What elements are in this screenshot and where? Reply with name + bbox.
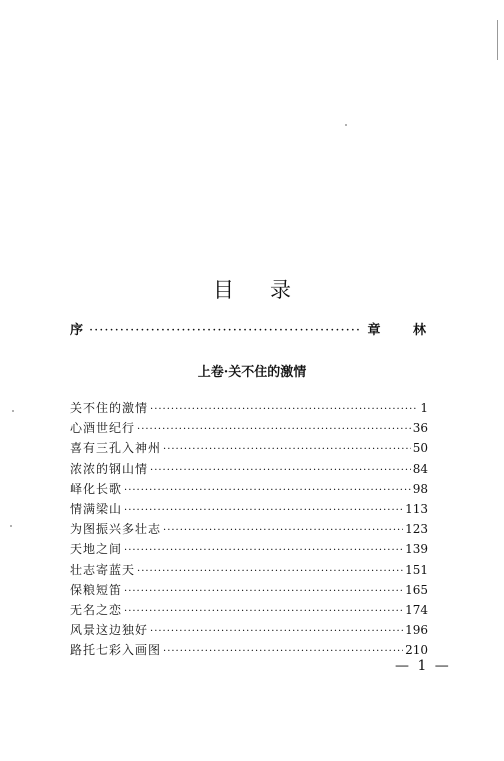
- toc-entry: [70, 641, 428, 661]
- entry-title: 风景这边独好: [70, 623, 149, 638]
- entry-title: 保粮短笛: [70, 582, 123, 597]
- toc-entry: [70, 621, 428, 641]
- entry-page: 174: [405, 602, 428, 617]
- dot-leader: [124, 485, 411, 496]
- entry-page: 50: [412, 441, 428, 456]
- entry-title: 为图振兴多壮志: [70, 522, 162, 537]
- entry-page: 84: [412, 461, 428, 476]
- toc-entry: [70, 520, 428, 540]
- dot-leader: [163, 525, 403, 536]
- toc-entry: [70, 480, 428, 500]
- entry-page: 113: [405, 501, 428, 516]
- entry-page: 151: [405, 562, 428, 577]
- entry-page: 123: [405, 522, 428, 537]
- entry-page: 1: [420, 401, 428, 415]
- scan-speck: [12, 410, 14, 412]
- dot-leader: [150, 404, 416, 415]
- entry-title: 浓浓的钢山情: [70, 461, 149, 476]
- entry-title: 峄化长歌: [70, 481, 123, 496]
- preface-entry: [70, 319, 440, 338]
- toc-entry: [70, 540, 428, 560]
- entry-page: 139: [405, 542, 428, 557]
- toc-entry: [70, 500, 428, 520]
- entry-title: 关不住的激情: [70, 401, 149, 415]
- page-title: 目录: [213, 278, 327, 302]
- dot-leader: [124, 606, 403, 617]
- toc-entry: [70, 439, 428, 459]
- entry-page: 165: [405, 582, 428, 597]
- page-number: — 1 —: [395, 658, 451, 674]
- toc-entry: [70, 419, 428, 439]
- entry-title: 情满梁山: [70, 501, 123, 516]
- scan-speck: [345, 124, 347, 126]
- toc-entry: [70, 601, 428, 621]
- entry-title: 无名之恋: [70, 602, 123, 617]
- entry-title: 壮志寄蓝天: [70, 562, 136, 577]
- entry-title: 路托七彩入画图: [70, 643, 162, 658]
- scan-speck: [497, 20, 498, 60]
- entry-title: 天地之间: [70, 542, 123, 557]
- dot-leader: [137, 424, 411, 435]
- toc-entry: [70, 561, 428, 581]
- toc-list: [70, 399, 428, 661]
- dot-leader: [150, 626, 403, 637]
- entry-page: 196: [405, 623, 428, 638]
- dot-leader: [163, 444, 411, 455]
- entry-title: 心酒世纪行: [70, 421, 136, 436]
- preface-author: 章 林: [367, 323, 440, 338]
- dot-leader: [124, 505, 403, 516]
- toc-entry: [70, 460, 428, 480]
- dot-leader: [137, 566, 403, 577]
- entry-page: 210: [405, 643, 428, 658]
- scan-speck: [10, 525, 12, 527]
- dot-leader: [89, 323, 361, 338]
- dot-leader: [124, 545, 403, 556]
- dot-leader: [163, 646, 403, 657]
- entry-page: 36: [412, 421, 428, 436]
- dot-leader: [124, 586, 403, 597]
- preface-label: 序: [70, 323, 84, 338]
- section-heading: 上卷·关不住的激情: [197, 365, 307, 380]
- toc-entry: [70, 581, 428, 601]
- entry-title: 喜有三孔入神州: [70, 441, 162, 456]
- entry-page: 98: [412, 481, 428, 496]
- toc-entry: [70, 399, 428, 419]
- dot-leader: [150, 465, 411, 476]
